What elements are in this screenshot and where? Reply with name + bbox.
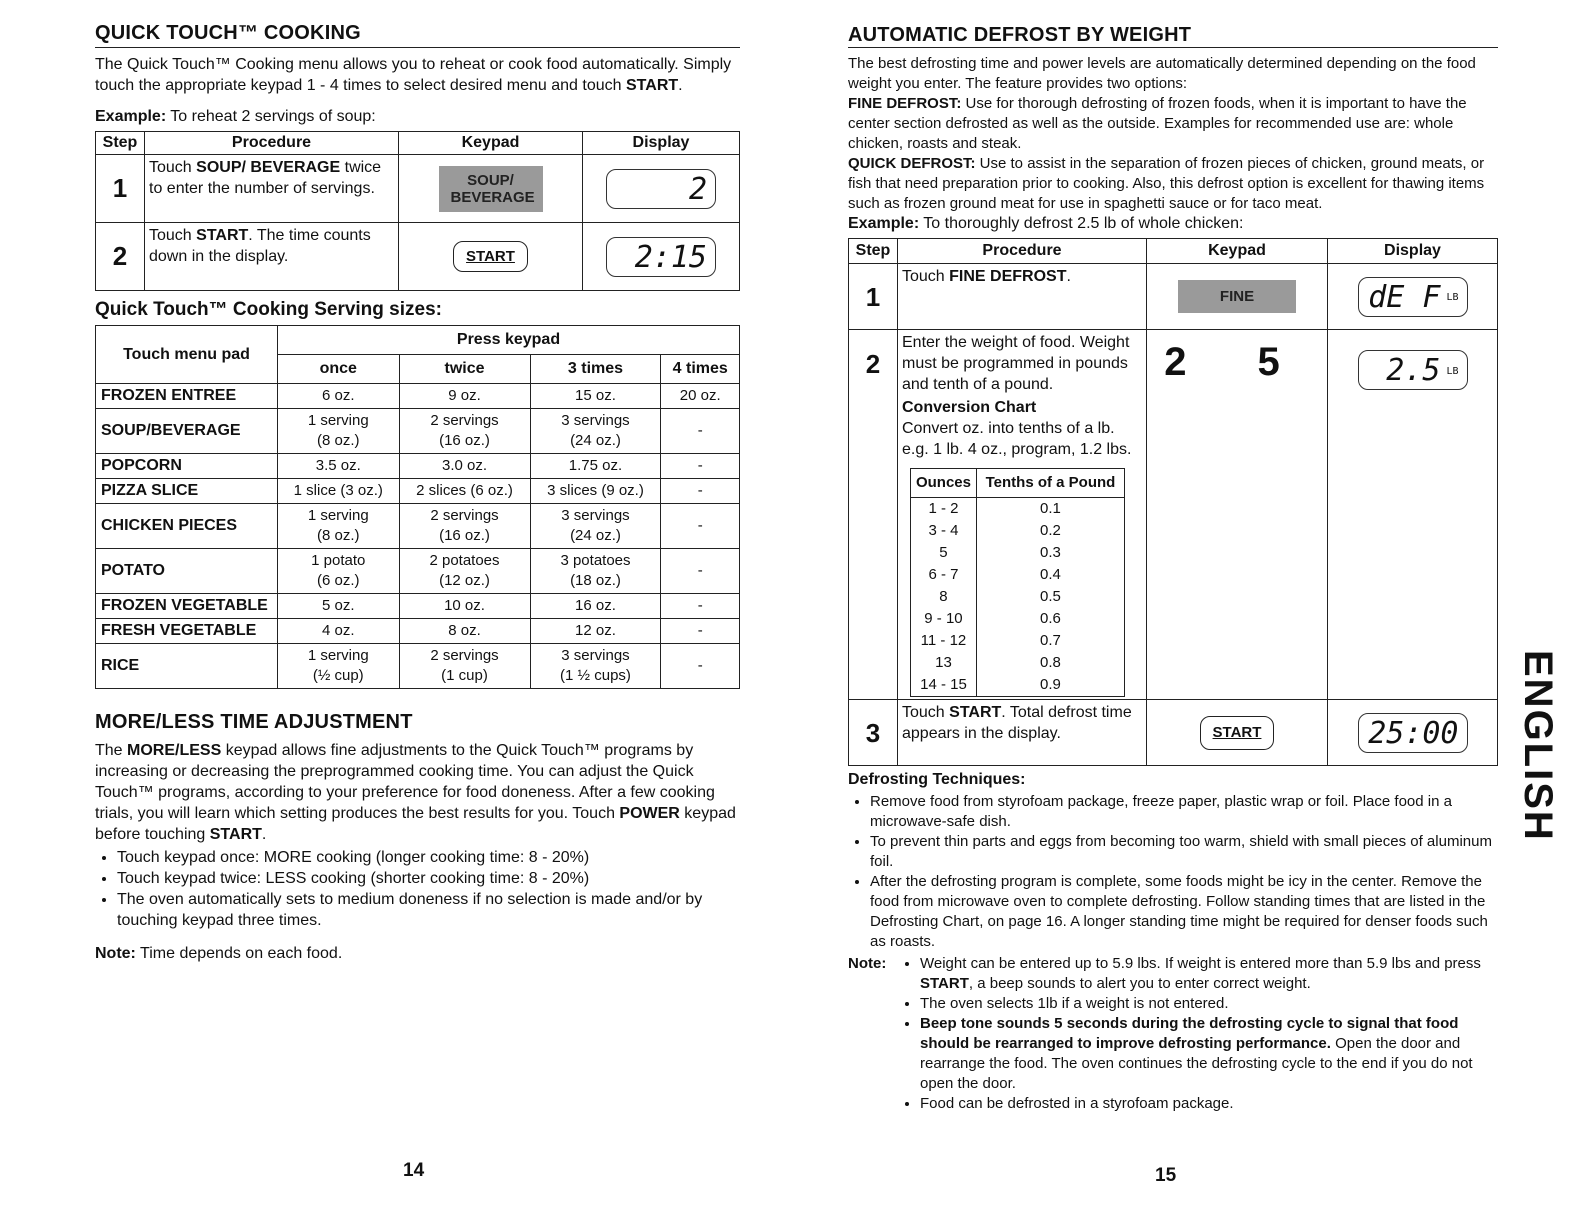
step-row xyxy=(96,155,740,223)
serving-size-cell: 3 servings (24 oz.) xyxy=(530,504,661,549)
header-procedure: Procedure xyxy=(145,132,399,155)
step-number: 3 xyxy=(849,700,898,766)
page-number-14: 14 xyxy=(403,1160,425,1181)
header-keypad: Keypad xyxy=(1147,239,1328,264)
ounces-cell: 13 xyxy=(911,652,977,674)
left-page xyxy=(95,0,740,964)
table-row xyxy=(911,498,1125,521)
english-side-tab xyxy=(1515,650,1560,842)
serving-size-cell: 12 oz. xyxy=(530,619,661,644)
step-number: 2 xyxy=(849,330,898,700)
tenths-cell: 0.3 xyxy=(1040,544,1061,561)
menu-pad-name: SOUP/BEVERAGE xyxy=(96,409,278,454)
step-row xyxy=(849,330,1498,700)
weight-entry-keys[interactable]: 2 5 xyxy=(1164,340,1310,384)
serving-size-cell: 15 oz. xyxy=(530,384,661,409)
start-keypad[interactable]: START xyxy=(453,241,528,272)
serving-size-cell: - xyxy=(661,504,740,549)
list-item: • Touch keypad once: MORE cooking (longer cooking time: 8 - 20%) xyxy=(117,847,740,868)
serving-size-cell: 1 serving (8 oz.) xyxy=(278,409,400,454)
defrost-notes xyxy=(848,954,1498,1114)
fine-key-cell xyxy=(1147,264,1328,330)
table-row xyxy=(96,504,740,549)
display-cell xyxy=(1328,330,1498,700)
list-item: • Weight can be entered up to 5.9 lbs. If weight is entered more than 5.9 lbs and press START, a beep sounds to alert you to enter correct weight. xyxy=(920,954,1498,994)
serving-size-cell: 6 oz. xyxy=(278,384,400,409)
example-line: Example: To reheat 2 servings of soup: xyxy=(95,108,376,125)
menu-pad-name: POPCORN xyxy=(96,454,278,479)
step-procedure xyxy=(898,330,1147,700)
serving-size-cell: 9 oz. xyxy=(399,384,530,409)
more-less-bullets xyxy=(95,847,740,931)
defrost-example: Example: To thoroughly defrost 2.5 lb of whole chicken: xyxy=(848,215,1244,232)
header-keypad: Keypad xyxy=(399,132,583,155)
table-row xyxy=(911,652,1125,674)
quick-defrost-desc: QUICK DEFROST: Use to assist in the separation of frozen pieces of chicken, ground meats, or fish that need preparation prior to cooking. Also, this defrost option is excellent for thawing items such as frozen ground meat for use in spaghetti sauce or for taco meat. xyxy=(848,155,1485,212)
table-row xyxy=(96,384,740,409)
step-procedure: Touch START. The time counts down in the display. xyxy=(145,223,399,291)
list-item: • Remove food from styrofoam package, freeze paper, plastic wrap or foil. Place food in a microwave-safe dish. xyxy=(870,792,1498,832)
english-label: ENGLISH xyxy=(1516,650,1560,842)
more-less-paragraph: The MORE/LESS keypad allows fine adjustments to the Quick Touch™ programs by increasing or decreasing the preprogrammed cooking time. You can adjust the Quick Touch™ programs, according to your preference for food doneness. After a few cooking trials, you will learn which setting produces the best results for you. Touch POWER keypad before touching START. xyxy=(95,742,736,843)
serving-size-cell: 3 servings (1 ½ cups) xyxy=(530,644,661,689)
step-procedure: Touch SOUP/ BEVERAGE twice to enter the number of servings. xyxy=(145,155,399,223)
serving-size-cell: 3 potatoes (18 oz.) xyxy=(530,549,661,594)
defrost-steps-table xyxy=(848,238,1498,766)
tenths-cell: 0.1 xyxy=(1040,500,1061,517)
conversion-table xyxy=(910,468,1125,697)
lcd-display: 2:15 xyxy=(606,237,716,277)
menu-pad-name: POTATO xyxy=(96,549,278,594)
tenths-cell: 0.5 xyxy=(1040,588,1061,605)
lcd-display: 2.5 LB xyxy=(1358,350,1468,390)
start-key-cell xyxy=(1147,700,1328,766)
serving-size-cell: 2 servings (16 oz.) xyxy=(399,504,530,549)
serving-size-cell: 16 oz. xyxy=(530,594,661,619)
table-row xyxy=(911,564,1125,586)
defrost-techniques-list xyxy=(848,792,1498,952)
serving-size-cell: 8 oz. xyxy=(399,619,530,644)
display-cell xyxy=(1328,700,1498,766)
serving-size-cell: 3.0 oz. xyxy=(399,454,530,479)
list-item: • Touch keypad twice: LESS cooking (shorter cooking time: 8 - 20%) xyxy=(117,868,740,889)
serving-size-cell: 5 oz. xyxy=(278,594,400,619)
serving-size-cell: - xyxy=(661,644,740,689)
serving-size-cell: 3 slices (9 oz.) xyxy=(530,479,661,504)
quick-touch-title: QUICK TOUCH™ COOKING xyxy=(95,22,740,48)
list-item: • Food can be defrosted in a styrofoam package. xyxy=(920,1094,1498,1114)
header-display: Display xyxy=(1328,239,1498,264)
ounces-header: Ounces xyxy=(911,469,977,498)
press-count-header: twice xyxy=(399,355,530,384)
serving-size-cell: 1.75 oz. xyxy=(530,454,661,479)
soup-beverage-key-cell xyxy=(399,155,583,223)
table-row xyxy=(911,542,1125,564)
step-procedure: Touch FINE DEFROST. xyxy=(898,264,1147,330)
table-row xyxy=(911,674,1125,697)
serving-size-cell: 2 servings (16 oz.) xyxy=(399,409,530,454)
ounces-cell: 8 xyxy=(911,586,977,608)
serving-size-cell: 1 serving (8 oz.) xyxy=(278,504,400,549)
step-row xyxy=(849,264,1498,330)
ounces-cell: 3 - 4 xyxy=(911,520,977,542)
table-row xyxy=(96,644,740,689)
list-item: • To prevent thin parts and eggs from becoming too warm, shield with small pieces of aluminum foil. xyxy=(870,832,1498,872)
lcd-display: 2 xyxy=(606,169,716,209)
header-step: Step xyxy=(849,239,898,264)
right-page xyxy=(848,0,1498,1114)
table-row xyxy=(96,619,740,644)
serving-size-cell: 2 potatoes (12 oz.) xyxy=(399,549,530,594)
table-row xyxy=(96,454,740,479)
menu-pad-name: CHICKEN PIECES xyxy=(96,504,278,549)
ounces-cell: 14 - 15 xyxy=(911,674,977,697)
display-cell xyxy=(1328,264,1498,330)
press-count-header: once xyxy=(278,355,400,384)
fine-defrost-keypad[interactable]: FINE xyxy=(1178,280,1296,313)
tenths-cell: 0.7 xyxy=(1040,632,1061,649)
tenths-cell: 0.9 xyxy=(1040,676,1061,693)
tenths-cell: 0.2 xyxy=(1040,522,1061,539)
serving-size-cell: - xyxy=(661,409,740,454)
serving-size-cell: - xyxy=(661,549,740,594)
step-number: 1 xyxy=(96,155,145,223)
menu-pad-name: FROZEN VEGETABLE xyxy=(96,594,278,619)
serving-size-cell: 2 slices (6 oz.) xyxy=(399,479,530,504)
start-keypad[interactable]: START xyxy=(1200,716,1275,750)
notes-list xyxy=(900,954,1498,1114)
quick-touch-intro: The Quick Touch™ Cooking menu allows you to reheat or cook food automatically. Simply touch the appropriate keypad 1 - 4 times to select desired menu and touch START. xyxy=(95,56,732,94)
menu-pad-name: FRESH VEGETABLE xyxy=(96,619,278,644)
serving-size-cell: 3.5 oz. xyxy=(278,454,400,479)
step-row xyxy=(849,700,1498,766)
quick-touch-steps-table xyxy=(95,131,740,291)
serving-size-cell: - xyxy=(661,619,740,644)
table-row xyxy=(96,479,740,504)
tenths-cell: 0.4 xyxy=(1040,566,1061,583)
fine-defrost-desc: FINE DEFROST: Use for thorough defrosting of frozen foods, when it is important to have the center section defrosted as well as the outside. Examples for recommended use are: whole chicken, roasts and steak. xyxy=(848,95,1467,152)
table-row xyxy=(96,549,740,594)
left-note: Note: Time depends on each food. xyxy=(95,945,343,962)
note-label: Note: xyxy=(848,955,887,972)
list-item: • After the defrosting program is complete, some foods might be icy in the center. Remove the food from microwave oven to complete defrosting. Follow standing times that are listed in the Defrosting Chart, on page 16. A longer standing time might be required for denser foods such as roasts. xyxy=(870,872,1498,952)
list-item: • The oven automatically sets to medium doneness if no selection is made and/or by touching keypad three times. xyxy=(117,889,740,931)
list-item: • The oven selects 1lb if a weight is not entered. xyxy=(920,994,1498,1014)
page-number-15: 15 xyxy=(1155,1165,1177,1186)
header-display: Display xyxy=(583,132,740,155)
step-number: 1 xyxy=(849,264,898,330)
serving-size-cell: 2 servings (1 cup) xyxy=(399,644,530,689)
tenths-cell: 0.6 xyxy=(1040,610,1061,627)
serving-size-cell: - xyxy=(661,454,740,479)
serving-size-cell: 3 servings (24 oz.) xyxy=(530,409,661,454)
table-row xyxy=(911,630,1125,652)
serving-size-cell: 10 oz. xyxy=(399,594,530,619)
ounces-cell: 5 xyxy=(911,542,977,564)
lcd-display: 25:00 xyxy=(1358,713,1468,753)
serving-size-cell: 1 serving (½ cup) xyxy=(278,644,400,689)
serving-sizes-table xyxy=(95,325,740,689)
table-row xyxy=(96,409,740,454)
table-row xyxy=(911,586,1125,608)
conversion-chart-text: Convert oz. into tenths of a lb. e.g. 1 lb. 4 oz., program, 1.2 lbs. xyxy=(902,420,1132,458)
tenths-cell: 0.8 xyxy=(1040,654,1061,671)
step-row xyxy=(96,223,740,291)
serving-size-cell: 1 slice (3 oz.) xyxy=(278,479,400,504)
display-cell xyxy=(583,155,740,223)
table-row xyxy=(911,608,1125,630)
conversion-chart-title: Conversion Chart xyxy=(902,399,1037,416)
list-item: • Beep tone sounds 5 seconds during the defrosting cycle to signal that food should be rearranged to improve defrosting performance. Open the door and rearrange the food. The oven continues the defrosting cycle to the end if you do not open the door. xyxy=(920,1014,1498,1094)
weight-instructions: Enter the weight of food. Weight must be programmed in pounds and tenth of a pound. xyxy=(902,334,1130,393)
touch-menu-pad-header: Touch menu pad xyxy=(96,326,278,384)
ounces-cell: 1 - 2 xyxy=(911,498,977,521)
serving-size-cell: 4 oz. xyxy=(278,619,400,644)
serving-size-cell: - xyxy=(661,594,740,619)
more-less-title: MORE/LESS TIME ADJUSTMENT xyxy=(95,711,413,733)
display-cell xyxy=(583,223,740,291)
menu-pad-name: FROZEN ENTREE xyxy=(96,384,278,409)
table-row xyxy=(911,520,1125,542)
ounces-cell: 6 - 7 xyxy=(911,564,977,586)
header-procedure: Procedure xyxy=(898,239,1147,264)
press-count-header: 3 times xyxy=(530,355,661,384)
start-key-cell xyxy=(399,223,583,291)
defrost-title: AUTOMATIC DEFROST BY WEIGHT xyxy=(848,25,1498,48)
defrost-techniques-title: Defrosting Techniques: xyxy=(848,771,1026,788)
step-procedure: Touch START. Total defrost time appears in the display. xyxy=(898,700,1147,766)
serving-size-cell: 1 potato (6 oz.) xyxy=(278,549,400,594)
table-row xyxy=(96,594,740,619)
menu-pad-name: PIZZA SLICE xyxy=(96,479,278,504)
ounces-cell: 9 - 10 xyxy=(911,608,977,630)
serving-size-cell: - xyxy=(661,479,740,504)
number-key-cell xyxy=(1147,330,1328,700)
ounces-cell: 11 - 12 xyxy=(911,630,977,652)
step-number: 2 xyxy=(96,223,145,291)
soup-beverage-keypad[interactable]: SOUP/ BEVERAGE xyxy=(439,166,543,212)
defrost-intro: The best defrosting time and power levels are automatically determined depending on the food weight you enter. The feature provides two options: xyxy=(848,55,1476,92)
serving-size-cell: 20 oz. xyxy=(661,384,740,409)
menu-pad-name: RICE xyxy=(96,644,278,689)
press-keypad-header: Press keypad xyxy=(278,326,740,355)
header-step: Step xyxy=(96,132,145,155)
press-count-header: 4 times xyxy=(661,355,740,384)
tenths-header: Tenths of a Pound xyxy=(976,469,1124,498)
lcd-display: dE F LB xyxy=(1358,277,1468,317)
serving-sizes-title: Quick Touch™ Cooking Serving sizes: xyxy=(95,299,442,320)
